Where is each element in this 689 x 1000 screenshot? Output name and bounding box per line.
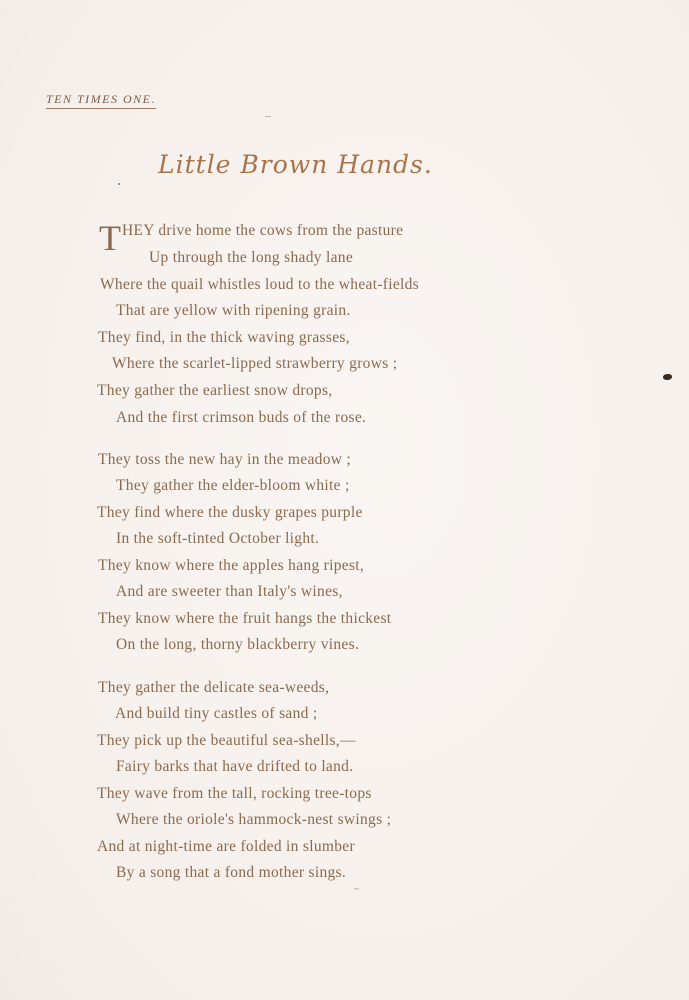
poem-line: On the long, thorny blackberry vines. bbox=[116, 636, 360, 653]
running-head: TEN TIMES ONE. bbox=[46, 92, 156, 109]
paper-speck bbox=[265, 116, 271, 117]
poem-line: They wave from the tall, rocking tree-tops bbox=[97, 785, 372, 802]
drop-cap: T bbox=[99, 218, 121, 258]
poem-line: They find, in the thick waving grasses, bbox=[98, 329, 350, 346]
poem-line: They find where the dusky grapes purple bbox=[97, 504, 363, 521]
poem-line: By a song that a fond mother sings. bbox=[116, 864, 347, 881]
ink-blot bbox=[663, 374, 672, 380]
poem-line: And the first crimson buds of the rose. bbox=[116, 409, 367, 426]
poem-line: Where the quail whistles loud to the wheat-fields bbox=[100, 276, 420, 293]
poem-line: And build tiny castles of sand ; bbox=[115, 705, 318, 722]
poem-line: That are yellow with ripening grain. bbox=[116, 302, 351, 319]
poem-line: They toss the new hay in the meadow ; bbox=[98, 451, 352, 468]
poem-line: Up through the long shady lane bbox=[149, 249, 354, 266]
poem-line: They know where the fruit hangs the thickest bbox=[98, 610, 392, 627]
poem-line: They pick up the beautiful sea-shells,— bbox=[97, 732, 356, 749]
poem-line: And are sweeter than Italy's wines, bbox=[116, 583, 343, 600]
poem-line: They gather the elder-bloom white ; bbox=[116, 477, 350, 494]
poem-line: In the soft-tinted October light. bbox=[116, 530, 320, 547]
ornament-dot bbox=[118, 183, 120, 185]
poem-title: Little Brown Hands. bbox=[158, 150, 433, 179]
poem-line: They know where the apples hang ripest, bbox=[98, 557, 365, 574]
poem-line: Where the scarlet-lipped strawberry grows ; bbox=[112, 355, 398, 372]
poem-line: HEY drive home the cows from the pasture bbox=[122, 222, 404, 239]
poem-line: They gather the earliest snow drops, bbox=[97, 382, 333, 399]
poem-line: Fairy barks that have drifted to land. bbox=[116, 758, 354, 775]
poem-line: Where the oriole's hammock-nest swings ; bbox=[116, 811, 392, 828]
poem-line: They gather the delicate sea-weeds, bbox=[98, 679, 330, 696]
poem-line: And at night-time are folded in slumber bbox=[97, 838, 355, 855]
tail-ornament: ~ bbox=[354, 884, 359, 894]
